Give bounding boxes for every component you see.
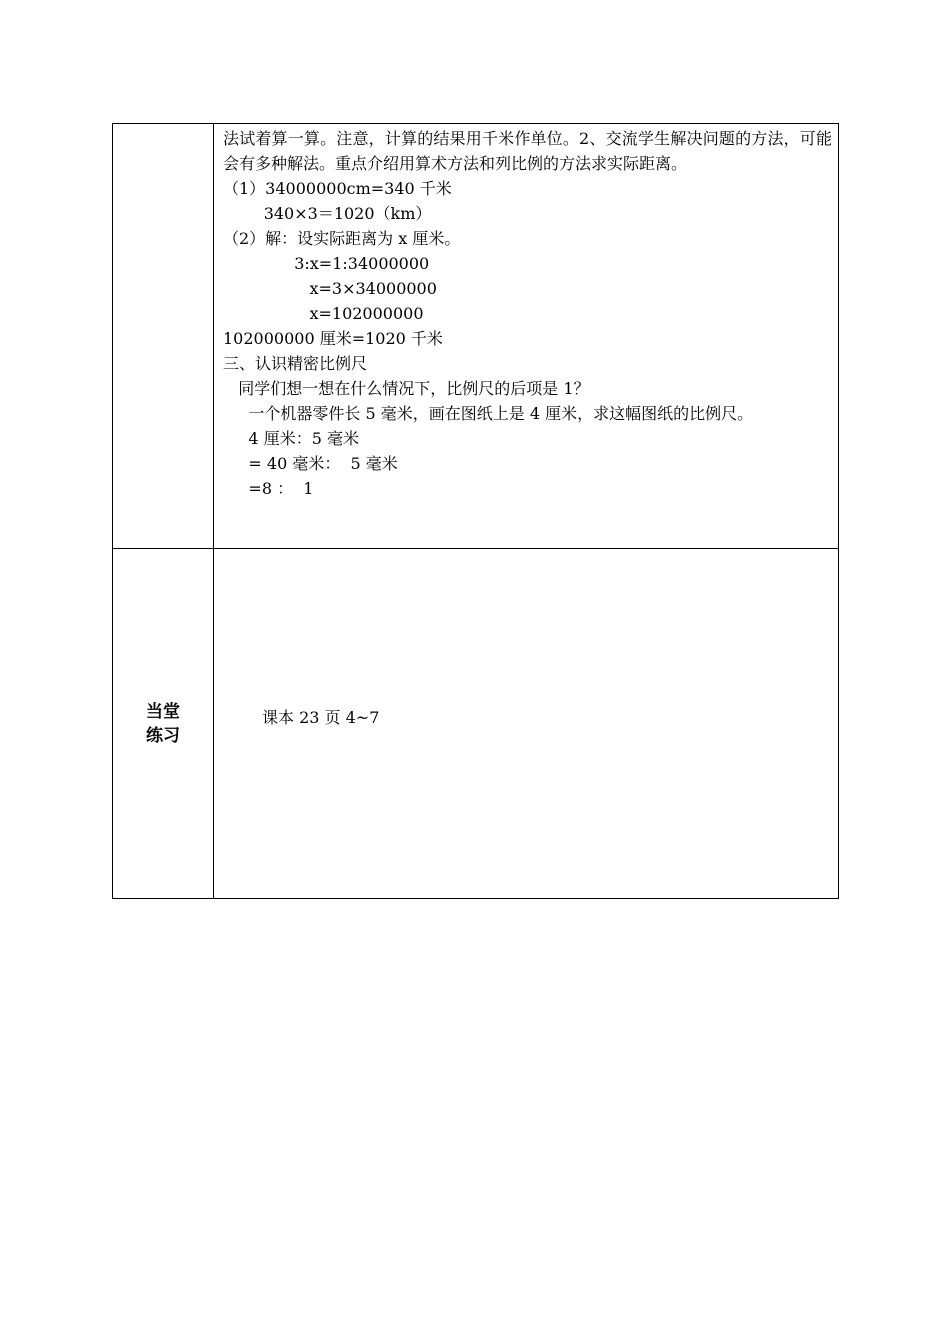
practice-content-cell [214,549,839,899]
content-line: 同学们想一想在什么情况下，比例尺的后项是 1？ [223,379,590,398]
lesson-content-cell [214,124,839,549]
table-row [113,124,839,549]
content-line: 一个机器零件长 5 毫米，画在图纸上是 4 厘米，求这幅图纸的比例尺。 [223,404,754,423]
content-line: （2）解：设实际距离为 x 厘米。 [223,229,461,248]
practice-label-line2: 练习 [146,725,180,746]
content-line: （1）34000000cm=340 千米 [223,179,452,198]
content-line: =8 ： 1 [223,479,314,498]
table-row [113,549,839,899]
practice-label [146,700,180,748]
practice-label-line1: 当堂 [146,701,180,722]
content-line: 102000000 厘米=1020 千米 [223,329,443,348]
row-label-cell-empty [113,124,214,549]
content-line: x=3×34000000 [223,279,437,298]
content-line: 3:x=1:34000000 [223,254,430,273]
content-line: = 40 毫米： 5 毫米 [223,454,398,473]
content-line: 340×3＝1020（km） [223,204,432,223]
practice-assignment: 课本 23 页 4~7 [262,708,380,727]
content-line: x=102000000 [223,304,424,323]
content-line: 4 厘米：5 毫米 [223,429,359,448]
intro-paragraph: 法试着算一算。注意，计算的结果用千米作单位。2、交流学生解决问题的方法，可能会有多种解法。重点介绍用算术方法和列比例的方法求实际距离。 [223,129,832,173]
section-heading: 三、认识精密比例尺 [223,354,368,373]
lesson-content [214,124,838,501]
practice-label-cell [113,549,214,899]
lesson-plan-table [112,123,839,899]
